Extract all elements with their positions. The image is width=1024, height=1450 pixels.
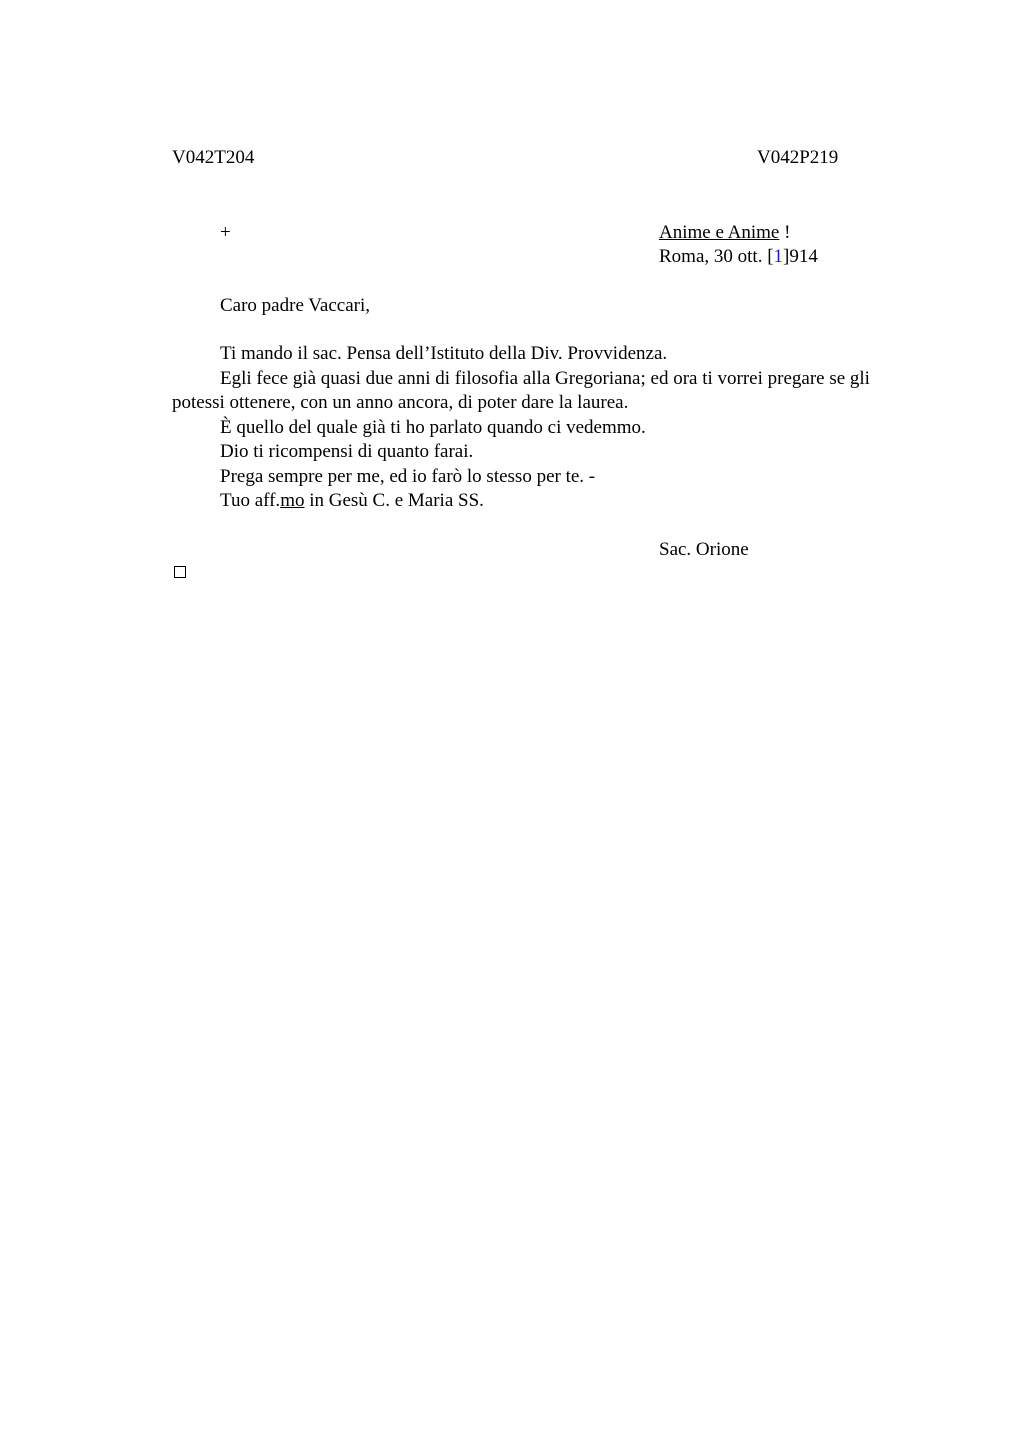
closing-prefix: Tuo aff. bbox=[220, 490, 281, 511]
paragraph-4: Dio ti ricompensi di quanto farai. bbox=[220, 441, 474, 462]
paragraph-3: È quello del quale già ti ho parlato quando ci vedemmo. bbox=[220, 416, 646, 438]
motto-suffix: ! bbox=[779, 222, 791, 243]
date-prefix: Roma, 30 ott. [ bbox=[659, 246, 774, 267]
motto bbox=[659, 221, 790, 246]
paragraph-2: Egli fece già quasi due anni di filosofia alla Gregoriana; ed ora ti vorrei pregare se gli potessi ottenere, con un anno ancora, di poter dare la laurea. bbox=[172, 367, 870, 413]
salutation: Caro padre Vaccari, bbox=[220, 295, 370, 316]
cross-mark: + bbox=[220, 222, 231, 243]
closing-suffix: in Gesù C. e Maria SS. bbox=[304, 490, 484, 511]
motto-underlined: Anime e Anime bbox=[659, 222, 780, 243]
signature: Sac. Orione bbox=[659, 539, 749, 560]
paragraph-1: Ti mando il sac. Pensa dell’Istituto della Div. Provvidenza. bbox=[220, 343, 668, 364]
letter-body bbox=[172, 342, 884, 514]
square-marker-icon bbox=[174, 566, 186, 578]
paragraph-5: Prega sempre per me, ed io farò lo stesso per te. - bbox=[220, 465, 596, 487]
header-right-code: V042P219 bbox=[757, 147, 839, 168]
header-left-code: V042T204 bbox=[172, 147, 255, 168]
date-note-reference: 1 bbox=[773, 246, 784, 267]
date-line bbox=[659, 245, 818, 270]
date-suffix: ]914 bbox=[783, 246, 818, 267]
closing-line bbox=[172, 489, 884, 514]
closing-underlined: mo bbox=[280, 490, 305, 511]
